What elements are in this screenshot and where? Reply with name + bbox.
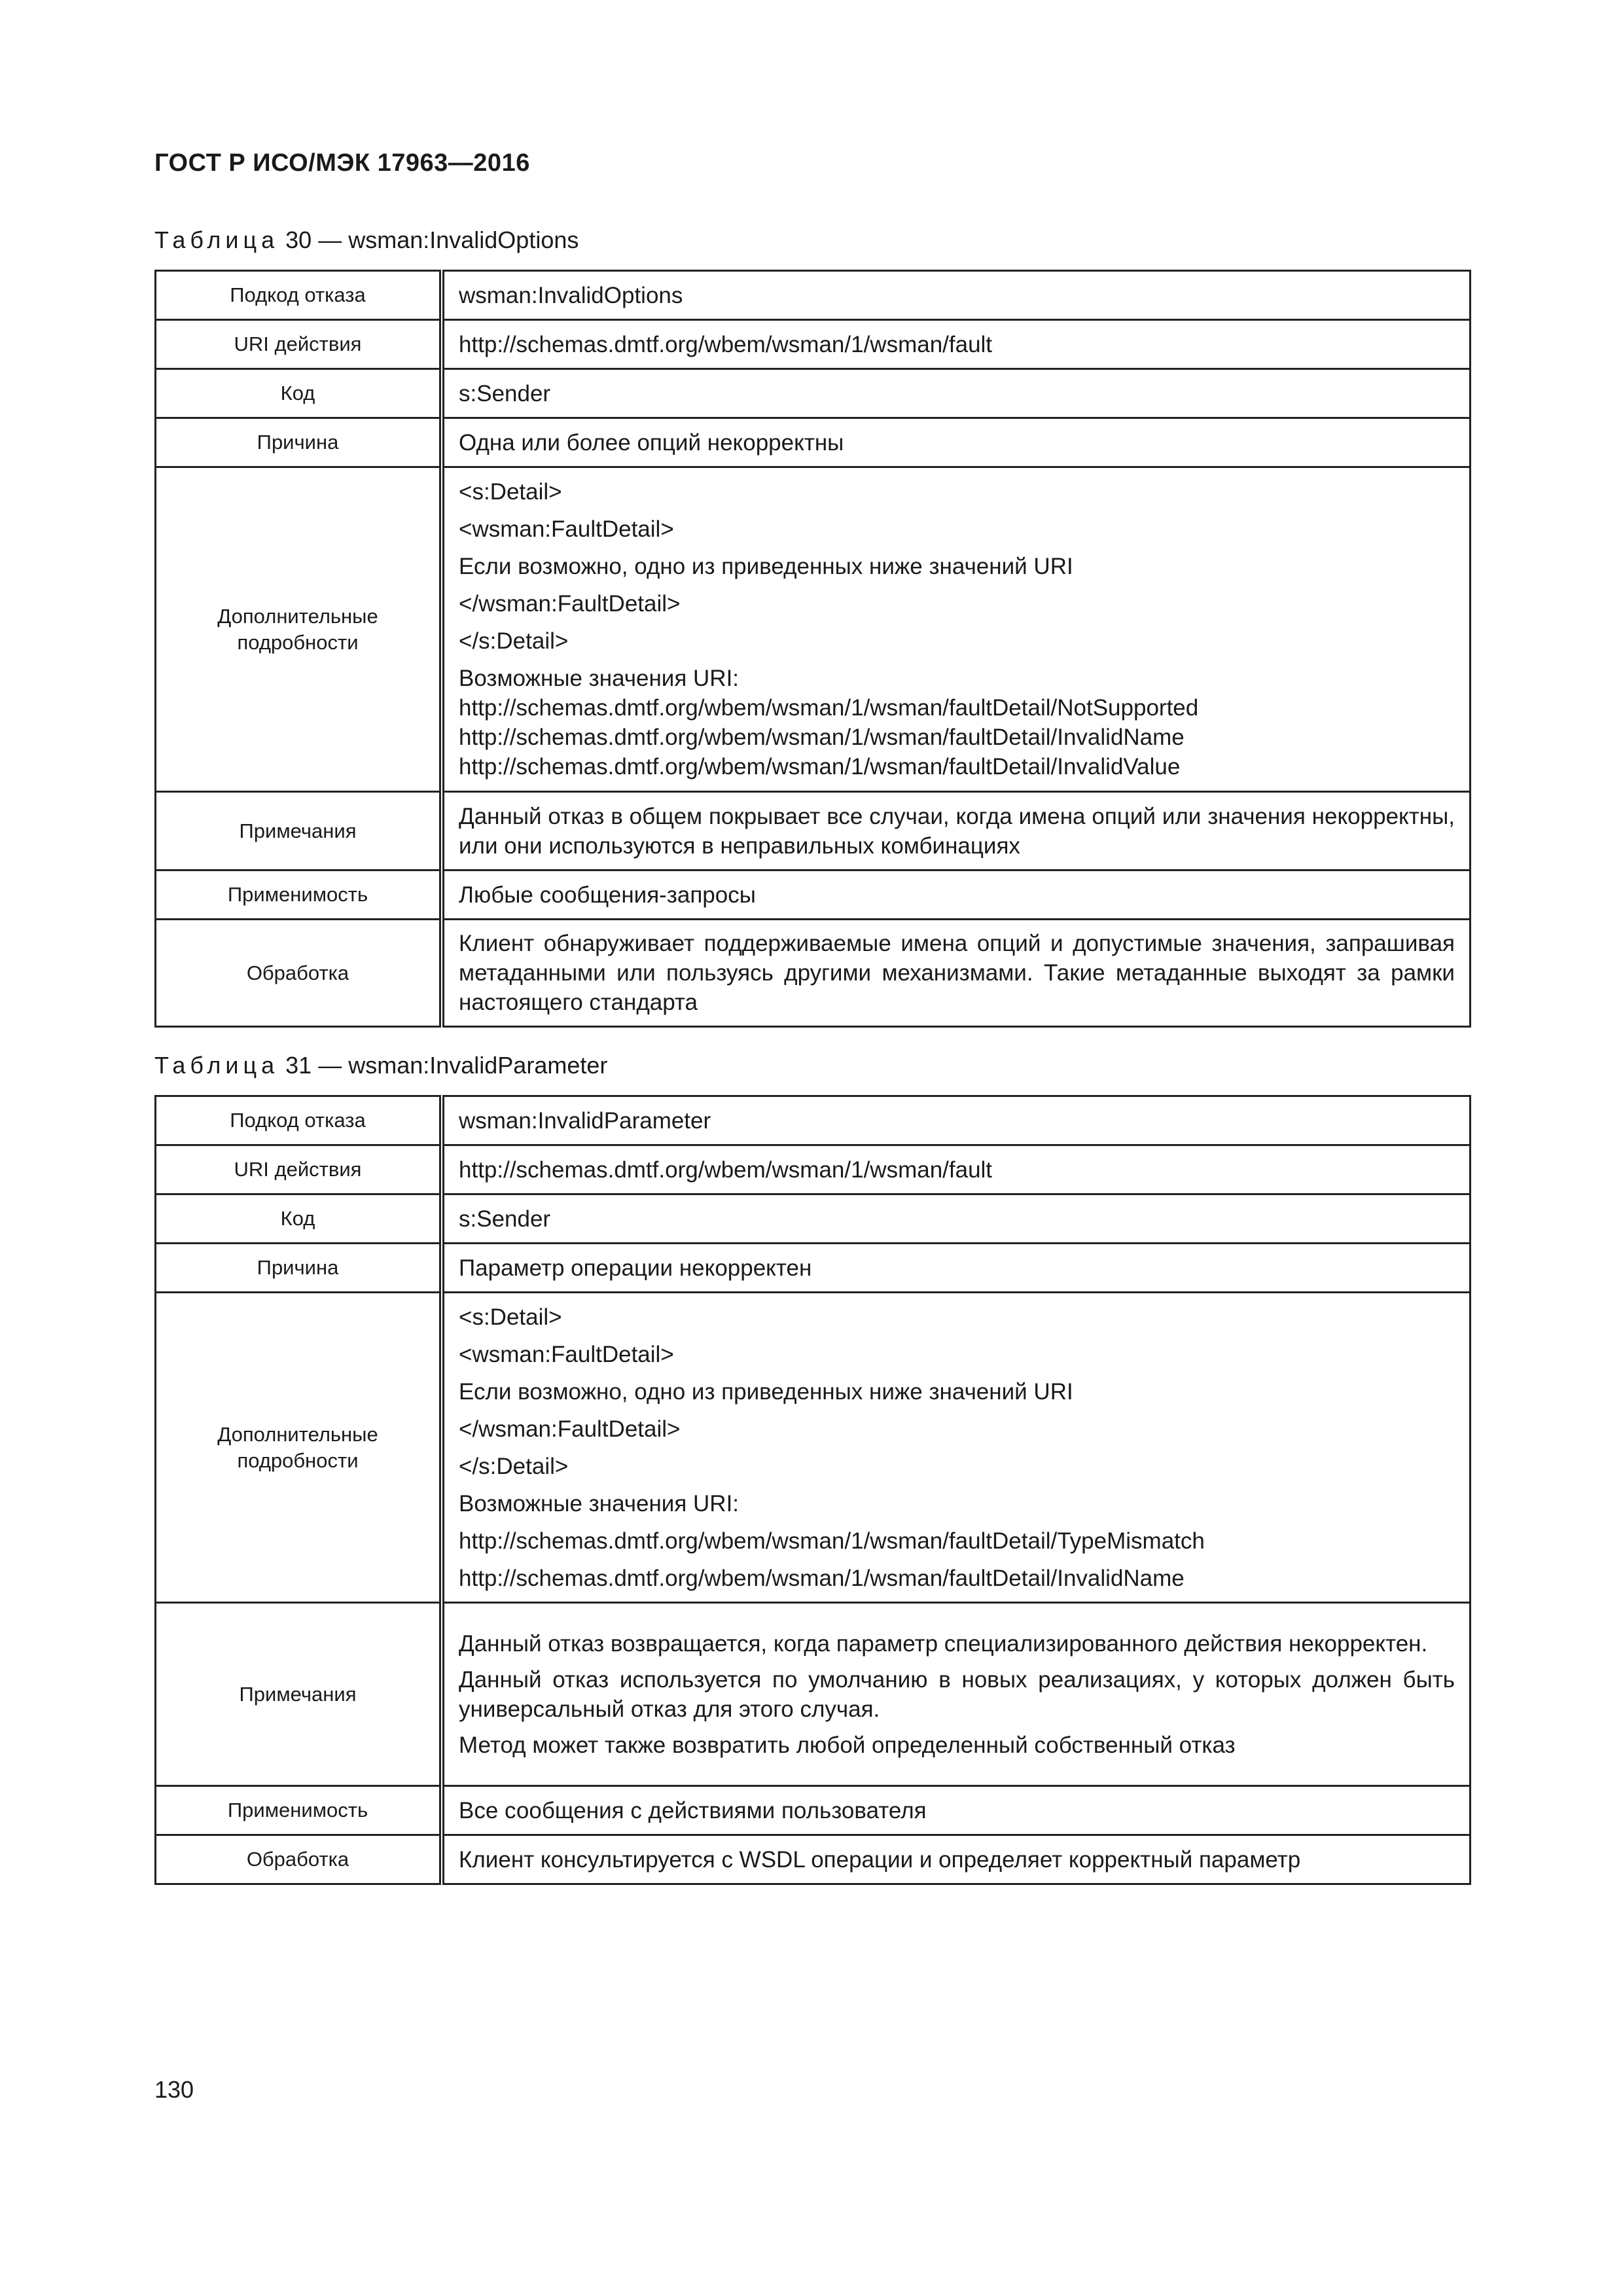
table-31-caption [154,1052,607,1079]
table-caption-title: 30 — wsman:InvalidOptions [279,226,579,253]
detail-line: http://schemas.dmtf.org/wbem/wsman/1/wsman/faultDetail/TypeMismatch [459,1528,1205,1554]
table-row [156,467,1471,792]
page-number: 130 [154,2076,194,2103]
row-value: Любые сообщения-запросы [442,870,1471,920]
note-paragraph: Данный отказ используется по умолчанию в новых реализациях, у которых должен быть универсальный отказ для этого случая. [459,1666,1455,1722]
row-label: Обработка [156,920,442,1027]
row-label: URI действия [156,1145,442,1194]
detail-line: <wsman:FaultDetail> [459,1341,674,1367]
table-row [156,1603,1471,1786]
table-row [156,1194,1471,1244]
row-value: Клиент обнаруживает поддерживаемые имена опций и допустимые значения, запрашивая метаданными или пользуясь другими механизмами. Такие метаданные выходят за рамки настоящего стандарта [442,920,1471,1027]
table-row [156,271,1471,320]
table-caption-title: 31 — wsman:InvalidParameter [279,1052,608,1079]
row-label: Причина [156,1244,442,1293]
row-value [442,792,1471,870]
detail-line: </s:Detail> [459,1453,569,1479]
detail-line: <wsman:FaultDetail> [459,516,674,542]
table-row [156,418,1471,467]
table-row [156,870,1471,920]
table-row [156,1786,1471,1835]
detail-line: Возможные значения URI: [459,666,740,691]
detail-line: http://schemas.dmtf.org/wbem/wsman/1/wsman/faultDetail/InvalidName [459,725,1185,750]
row-label: Дополнительные подробности [156,467,442,792]
fault-table-31 [154,1095,1471,1885]
detail-line: http://schemas.dmtf.org/wbem/wsman/1/wsman/faultDetail/InvalidName [459,1565,1185,1591]
detail-line: Если возможно, одно из приведенных ниже значений URI [459,554,1073,579]
detail-line: Возможные значения URI: [459,1490,740,1516]
detail-line: http://schemas.dmtf.org/wbem/wsman/1/wsman/faultDetail/NotSupported [459,695,1199,721]
row-label: Код [156,369,442,418]
row-value: Клиент консультируется с WSDL операции и определяет корректный параметр [442,1835,1471,1884]
detail-line: </wsman:FaultDetail> [459,591,681,617]
table-row [156,1096,1471,1145]
detail-line: <s:Detail> [459,479,562,505]
detail-line: <s:Detail> [459,1304,562,1330]
row-label: Подкод отказа [156,1096,442,1145]
table-row [156,1244,1471,1293]
row-value [442,1603,1471,1786]
detail-line: http://schemas.dmtf.org/wbem/wsman/1/wsman/faultDetail/InvalidValue [459,754,1181,780]
table-row [156,369,1471,418]
row-label: URI действия [156,320,442,369]
table-caption-prefix: Таблица [154,1052,279,1079]
table-row [156,1835,1471,1884]
note-paragraph: Метод может также возвратить любой определенный собственный отказ [459,1732,1236,1758]
row-value: Все сообщения с действиями пользователя [442,1786,1471,1835]
row-value: http://schemas.dmtf.org/wbem/wsman/1/wsman/fault [442,320,1471,369]
row-value: wsman:InvalidOptions [442,271,1471,320]
row-label: Применимость [156,1786,442,1835]
row-label: Примечания [156,792,442,870]
detail-line: Если возможно, одно из приведенных ниже значений URI [459,1378,1073,1405]
row-value: Параметр операции некорректен [442,1244,1471,1293]
row-value: http://schemas.dmtf.org/wbem/wsman/1/wsman/fault [442,1145,1471,1194]
row-value: s:Sender [442,1194,1471,1244]
table-caption-prefix: Таблица [154,226,279,253]
detail-line: </s:Detail> [459,628,569,654]
table-row [156,792,1471,870]
table-row [156,920,1471,1027]
row-label: Код [156,1194,442,1244]
row-label: Обработка [156,1835,442,1884]
row-label: Причина [156,418,442,467]
fault-table-30 [154,270,1471,1028]
note-paragraph: Данный отказ возвращается, когда параметр специализированного действия некорректен. [459,1630,1428,1657]
table-row [156,320,1471,369]
row-label: Применимость [156,870,442,920]
row-label: Примечания [156,1603,442,1786]
row-value: s:Sender [442,369,1471,418]
row-value: wsman:InvalidParameter [442,1096,1471,1145]
detail-line: </wsman:FaultDetail> [459,1416,681,1442]
row-value: Одна или более опций некорректны [442,418,1471,467]
row-label: Подкод отказа [156,271,442,320]
note-paragraph: Данный отказ в общем покрывает все случаи, когда имена опций или значения некорректны, или они используются в неправильных комбинациях [459,803,1455,859]
table-row [156,1145,1471,1194]
document-header: ГОСТ Р ИСО/МЭК 17963—2016 [154,149,530,177]
row-value [442,1293,1471,1603]
row-label: Дополнительные подробности [156,1293,442,1603]
table-row [156,1293,1471,1603]
row-value [442,467,1471,792]
table-30-caption [154,226,579,254]
